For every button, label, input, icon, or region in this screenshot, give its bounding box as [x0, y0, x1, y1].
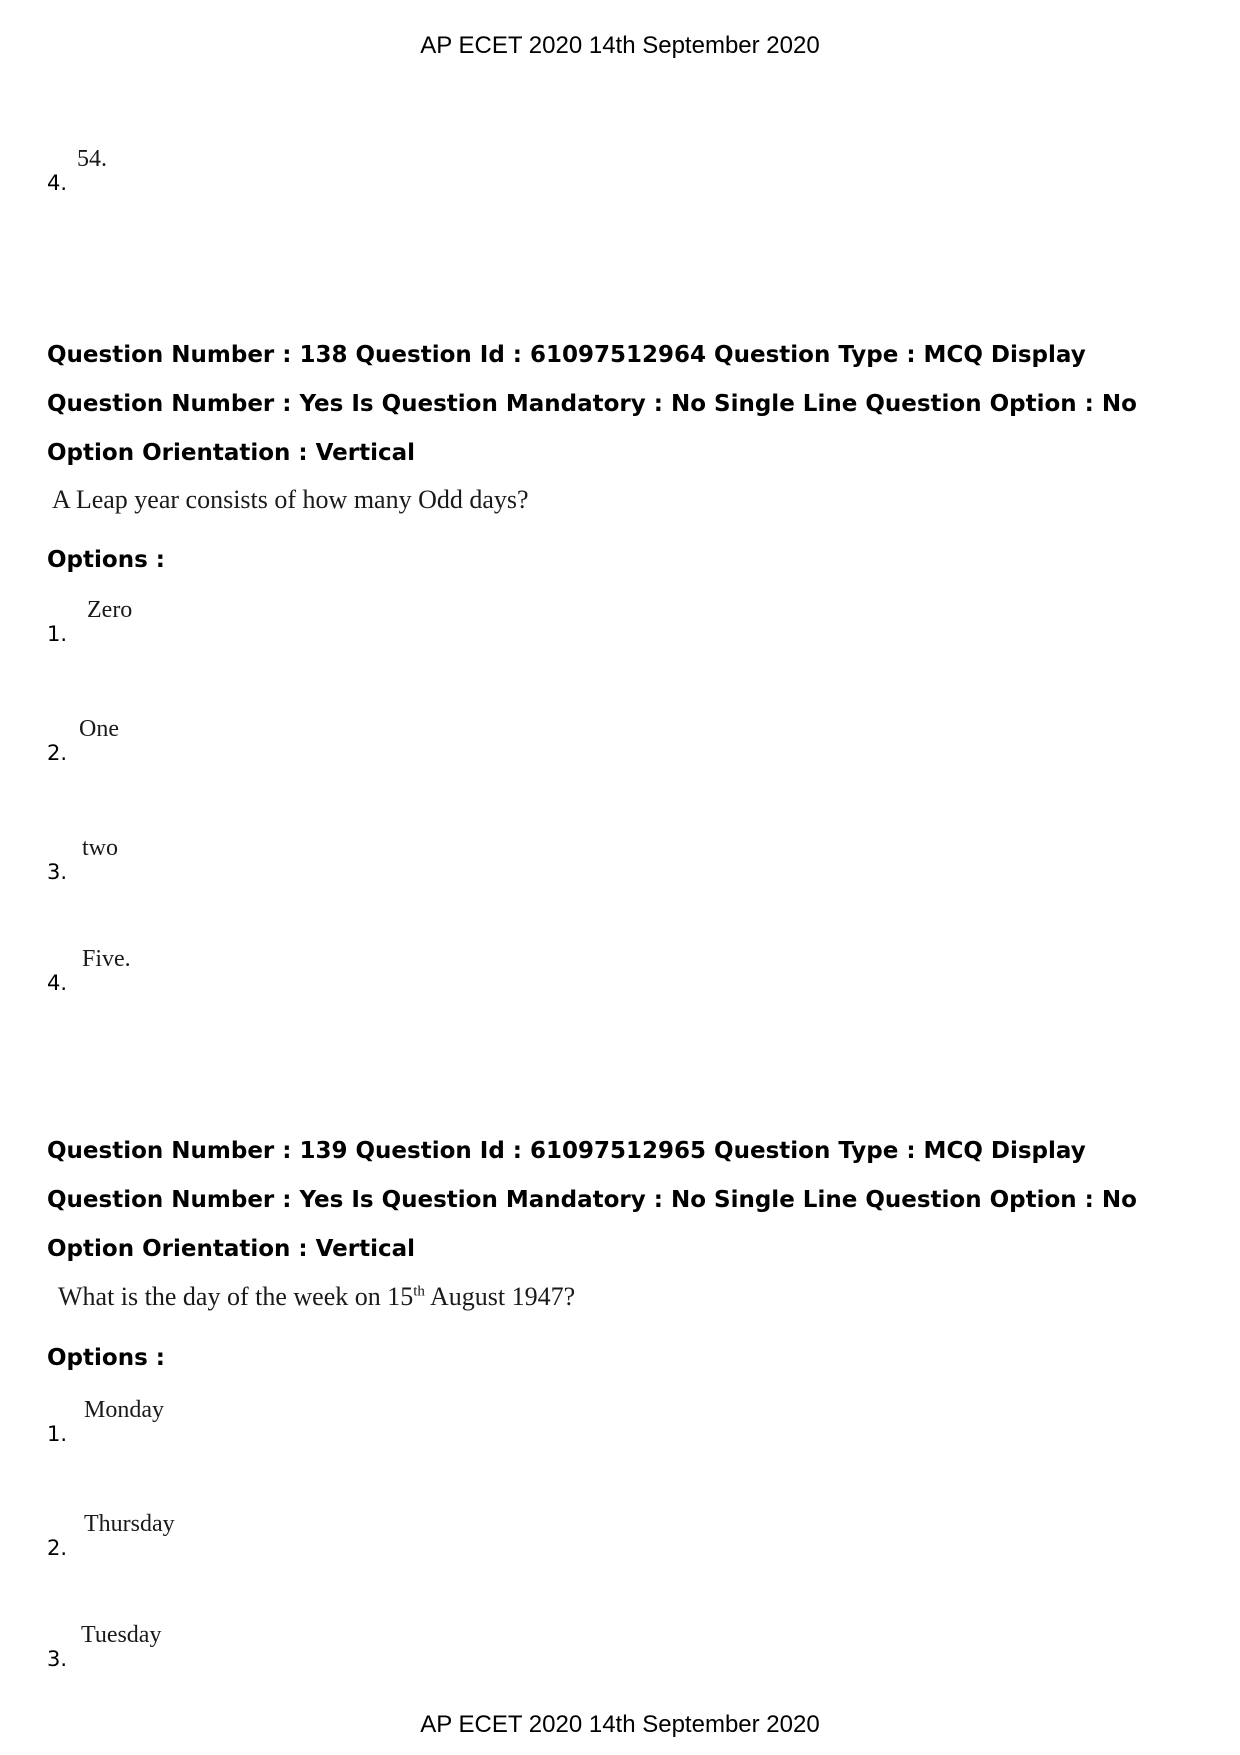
question-139-text-before: What is the day of the week on 15	[58, 1282, 414, 1311]
option-number: 3.	[47, 1647, 68, 1671]
question-138-text: A Leap year consists of how many Odd days?	[52, 485, 529, 514]
question-139-meta: Question Number : 139 Question Id : 61097512965 Question Type : MCQ Display Question Number : Yes Is Question Mandatory : No Single Line Question Option : No Option Orientation : Vertical	[47, 1138, 1137, 1262]
option-text: Zero	[87, 597, 133, 623]
question-138-meta: Question Number : 138 Question Id : 61097512964 Question Type : MCQ Display Question Number : Yes Is Question Mandatory : No Single Line Question Option : No Option Orientation : Vertical	[47, 342, 1137, 466]
option-number: 3.	[47, 860, 68, 884]
option-text: 54.	[77, 146, 107, 172]
option-text: Thursday	[84, 1511, 175, 1537]
question-139-text-after: August 1947?	[424, 1282, 576, 1311]
option-number: 4.	[47, 171, 68, 195]
option-text: two	[82, 835, 118, 861]
option-number: 2.	[47, 741, 68, 765]
question-139-text-sup: th	[413, 1283, 425, 1300]
question-139-options-label: Options :	[47, 1345, 165, 1371]
question-139-text	[58, 1282, 575, 1312]
option-number: 1.	[47, 1422, 68, 1446]
page-footer: AP ECET 2020 14th September 2020	[420, 1711, 820, 1738]
page-header: AP ECET 2020 14th September 2020	[420, 32, 820, 59]
option-text: Tuesday	[81, 1622, 162, 1648]
option-number: 1.	[47, 622, 68, 646]
option-text: Monday	[84, 1397, 164, 1423]
option-text: One	[79, 716, 119, 742]
option-number: 2.	[47, 1536, 68, 1560]
option-number: 4.	[47, 971, 68, 995]
question-138-options-label: Options :	[47, 547, 165, 573]
option-text: Five.	[82, 946, 131, 972]
